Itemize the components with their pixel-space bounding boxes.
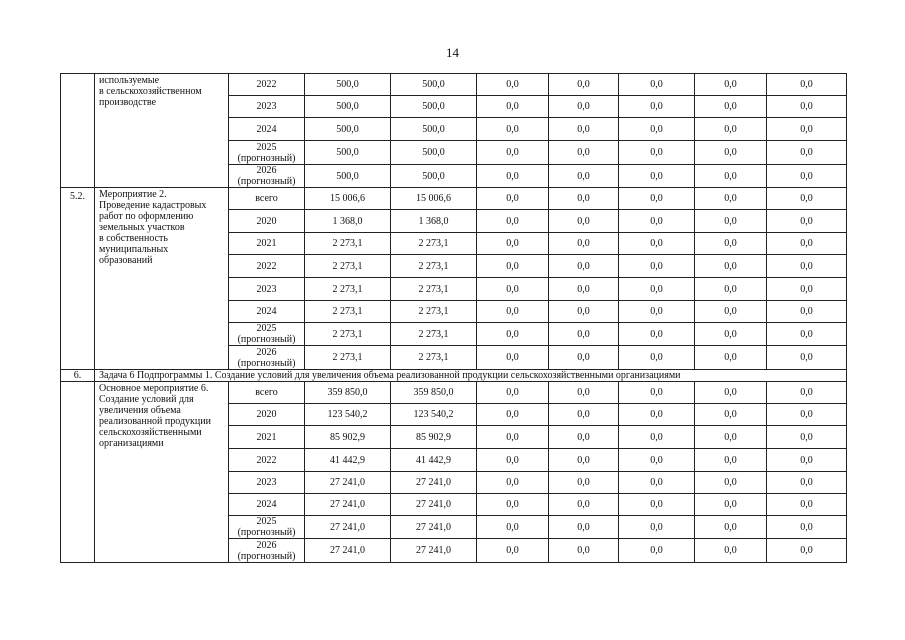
value-cell: 27 241,0 <box>391 472 477 494</box>
value-cell: 500,0 <box>305 96 391 118</box>
year-cell: 2021 <box>229 426 305 449</box>
value-cell: 0,0 <box>549 141 619 165</box>
value-cell: 0,0 <box>549 278 619 301</box>
value-cell: 0,0 <box>477 210 549 233</box>
year-cell: 2020 <box>229 210 305 233</box>
value-cell: 0,0 <box>619 494 695 516</box>
value-cell: 0,0 <box>477 233 549 255</box>
year-cell: 2024 <box>229 118 305 141</box>
year-cell: 2024 <box>229 494 305 516</box>
value-cell: 0,0 <box>695 539 767 563</box>
value-cell: 0,0 <box>695 426 767 449</box>
value-cell: 0,0 <box>477 96 549 118</box>
value-cell: 500,0 <box>305 141 391 165</box>
value-cell: 0,0 <box>619 449 695 472</box>
value-cell: 0,0 <box>767 301 847 323</box>
value-cell: 0,0 <box>619 516 695 539</box>
value-cell: 0,0 <box>549 74 619 96</box>
table-row <box>61 74 847 96</box>
value-cell: 0,0 <box>549 255 619 278</box>
value-cell: 27 241,0 <box>391 494 477 516</box>
value-cell: 0,0 <box>767 188 847 210</box>
value-cell: 500,0 <box>305 118 391 141</box>
value-cell: 2 273,1 <box>305 278 391 301</box>
value-cell: 0,0 <box>767 494 847 516</box>
value-cell: 0,0 <box>549 404 619 426</box>
value-cell: 0,0 <box>477 278 549 301</box>
value-cell: 0,0 <box>549 323 619 346</box>
activity-name: используемые в сельскохозяйственном производстве <box>95 74 229 188</box>
value-cell: 500,0 <box>391 96 477 118</box>
value-cell: 0,0 <box>477 141 549 165</box>
value-cell: 0,0 <box>695 472 767 494</box>
value-cell: 123 540,2 <box>391 404 477 426</box>
value-cell: 0,0 <box>695 278 767 301</box>
value-cell: 1 368,0 <box>305 210 391 233</box>
value-cell: 2 273,1 <box>305 346 391 370</box>
value-cell: 0,0 <box>767 141 847 165</box>
value-cell: 0,0 <box>619 539 695 563</box>
activity-name: Основное мероприятие 6. Создание условий для увеличения объема реализованной продукции сельскохозяйственными организациями <box>95 382 229 563</box>
value-cell: 2 273,1 <box>391 233 477 255</box>
value-cell: 0,0 <box>477 323 549 346</box>
value-cell: 0,0 <box>549 188 619 210</box>
value-cell: 0,0 <box>477 382 549 404</box>
section-title: Задача 6 Подпрограммы 1. Создание условий для увеличения объема реализованной продукции сельскохозяйственными организациями <box>95 370 847 382</box>
value-cell: 0,0 <box>477 118 549 141</box>
value-cell: 2 273,1 <box>305 233 391 255</box>
value-cell: 0,0 <box>695 255 767 278</box>
value-cell: 0,0 <box>695 494 767 516</box>
value-cell: 2 273,1 <box>305 301 391 323</box>
value-cell: 0,0 <box>695 382 767 404</box>
value-cell: 359 850,0 <box>305 382 391 404</box>
value-cell: 0,0 <box>549 210 619 233</box>
value-cell: 0,0 <box>767 539 847 563</box>
value-cell: 500,0 <box>391 74 477 96</box>
value-cell: 0,0 <box>477 449 549 472</box>
value-cell: 0,0 <box>767 118 847 141</box>
value-cell: 0,0 <box>767 323 847 346</box>
value-cell: 0,0 <box>477 346 549 370</box>
value-cell: 0,0 <box>477 255 549 278</box>
value-cell: 0,0 <box>767 346 847 370</box>
value-cell: 0,0 <box>477 494 549 516</box>
value-cell: 0,0 <box>619 426 695 449</box>
budget-table <box>60 73 847 563</box>
value-cell: 0,0 <box>549 165 619 188</box>
value-cell: 500,0 <box>391 141 477 165</box>
value-cell: 0,0 <box>767 516 847 539</box>
value-cell: 0,0 <box>767 472 847 494</box>
value-cell: 0,0 <box>549 472 619 494</box>
value-cell: 27 241,0 <box>305 494 391 516</box>
value-cell: 41 442,9 <box>391 449 477 472</box>
value-cell: 0,0 <box>695 233 767 255</box>
value-cell: 2 273,1 <box>391 346 477 370</box>
year-cell: 2026 (прогнозный) <box>229 165 305 188</box>
value-cell: 359 850,0 <box>391 382 477 404</box>
section-row <box>61 370 847 382</box>
value-cell: 500,0 <box>391 165 477 188</box>
year-cell: 2024 <box>229 301 305 323</box>
value-cell: 0,0 <box>619 323 695 346</box>
section-number: 6. <box>61 370 95 382</box>
value-cell: 0,0 <box>549 346 619 370</box>
value-cell: 0,0 <box>549 233 619 255</box>
value-cell: 0,0 <box>619 210 695 233</box>
value-cell: 0,0 <box>549 96 619 118</box>
value-cell: 0,0 <box>695 516 767 539</box>
table-row <box>61 382 847 404</box>
value-cell: 0,0 <box>477 516 549 539</box>
value-cell: 0,0 <box>549 449 619 472</box>
value-cell: 0,0 <box>619 141 695 165</box>
value-cell: 0,0 <box>477 74 549 96</box>
value-cell: 0,0 <box>767 426 847 449</box>
value-cell: 27 241,0 <box>391 539 477 563</box>
value-cell: 0,0 <box>767 255 847 278</box>
value-cell: 0,0 <box>477 301 549 323</box>
value-cell: 123 540,2 <box>305 404 391 426</box>
value-cell: 0,0 <box>477 188 549 210</box>
value-cell: 0,0 <box>549 516 619 539</box>
value-cell: 500,0 <box>305 74 391 96</box>
value-cell: 0,0 <box>767 96 847 118</box>
value-cell: 500,0 <box>305 165 391 188</box>
value-cell: 2 273,1 <box>391 255 477 278</box>
year-cell: всего <box>229 188 305 210</box>
value-cell: 2 273,1 <box>305 255 391 278</box>
value-cell: 2 273,1 <box>305 323 391 346</box>
value-cell: 0,0 <box>477 165 549 188</box>
value-cell: 15 006,6 <box>391 188 477 210</box>
value-cell: 27 241,0 <box>391 516 477 539</box>
value-cell: 27 241,0 <box>305 539 391 563</box>
value-cell: 0,0 <box>549 301 619 323</box>
value-cell: 0,0 <box>619 382 695 404</box>
row-number <box>61 382 95 563</box>
value-cell: 27 241,0 <box>305 472 391 494</box>
year-cell: 2022 <box>229 74 305 96</box>
value-cell: 0,0 <box>619 346 695 370</box>
value-cell: 0,0 <box>695 118 767 141</box>
year-cell: 2025 (прогнозный) <box>229 323 305 346</box>
value-cell: 15 006,6 <box>305 188 391 210</box>
row-number <box>61 74 95 188</box>
year-cell: 2021 <box>229 233 305 255</box>
value-cell: 27 241,0 <box>305 516 391 539</box>
value-cell: 85 902,9 <box>305 426 391 449</box>
value-cell: 0,0 <box>477 404 549 426</box>
value-cell: 0,0 <box>619 96 695 118</box>
value-cell: 0,0 <box>619 278 695 301</box>
value-cell: 85 902,9 <box>391 426 477 449</box>
value-cell: 0,0 <box>695 449 767 472</box>
value-cell: 0,0 <box>619 404 695 426</box>
value-cell: 0,0 <box>619 74 695 96</box>
year-cell: 2020 <box>229 404 305 426</box>
value-cell: 0,0 <box>767 210 847 233</box>
value-cell: 0,0 <box>477 426 549 449</box>
value-cell: 2 273,1 <box>391 278 477 301</box>
value-cell: 0,0 <box>695 210 767 233</box>
value-cell: 0,0 <box>695 74 767 96</box>
row-number: 5.2. <box>61 188 95 370</box>
year-cell: 2026 (прогнозный) <box>229 346 305 370</box>
year-cell: 2026 (прогнозный) <box>229 539 305 563</box>
value-cell: 0,0 <box>477 539 549 563</box>
value-cell: 0,0 <box>767 449 847 472</box>
value-cell: 0,0 <box>695 188 767 210</box>
year-cell: 2022 <box>229 449 305 472</box>
value-cell: 0,0 <box>767 382 847 404</box>
value-cell: 0,0 <box>619 233 695 255</box>
value-cell: 0,0 <box>619 118 695 141</box>
value-cell: 0,0 <box>767 278 847 301</box>
value-cell: 0,0 <box>695 346 767 370</box>
value-cell: 0,0 <box>767 165 847 188</box>
value-cell: 0,0 <box>695 141 767 165</box>
value-cell: 0,0 <box>695 165 767 188</box>
value-cell: 0,0 <box>695 404 767 426</box>
value-cell: 0,0 <box>619 301 695 323</box>
value-cell: 0,0 <box>767 233 847 255</box>
value-cell: 0,0 <box>619 472 695 494</box>
activity-name: Мероприятие 2. Проведение кадастровых работ по оформлению земельных участков в собственность муниципальных образований <box>95 188 229 370</box>
year-cell: всего <box>229 382 305 404</box>
page-number: 14 <box>446 45 459 60</box>
value-cell: 0,0 <box>549 118 619 141</box>
year-cell: 2023 <box>229 278 305 301</box>
value-cell: 41 442,9 <box>305 449 391 472</box>
value-cell: 0,0 <box>695 323 767 346</box>
value-cell: 0,0 <box>477 472 549 494</box>
value-cell: 2 273,1 <box>391 323 477 346</box>
value-cell: 0,0 <box>549 382 619 404</box>
value-cell: 0,0 <box>695 96 767 118</box>
value-cell: 0,0 <box>619 188 695 210</box>
value-cell: 0,0 <box>549 426 619 449</box>
value-cell: 1 368,0 <box>391 210 477 233</box>
value-cell: 0,0 <box>619 165 695 188</box>
year-cell: 2022 <box>229 255 305 278</box>
value-cell: 0,0 <box>695 301 767 323</box>
value-cell: 500,0 <box>391 118 477 141</box>
value-cell: 0,0 <box>619 255 695 278</box>
value-cell: 2 273,1 <box>391 301 477 323</box>
year-cell: 2023 <box>229 96 305 118</box>
year-cell: 2025 (прогнозный) <box>229 516 305 539</box>
value-cell: 0,0 <box>549 539 619 563</box>
year-cell: 2025 (прогнозный) <box>229 141 305 165</box>
year-cell: 2023 <box>229 472 305 494</box>
value-cell: 0,0 <box>549 494 619 516</box>
value-cell: 0,0 <box>767 74 847 96</box>
value-cell: 0,0 <box>767 404 847 426</box>
table-row <box>61 188 847 210</box>
